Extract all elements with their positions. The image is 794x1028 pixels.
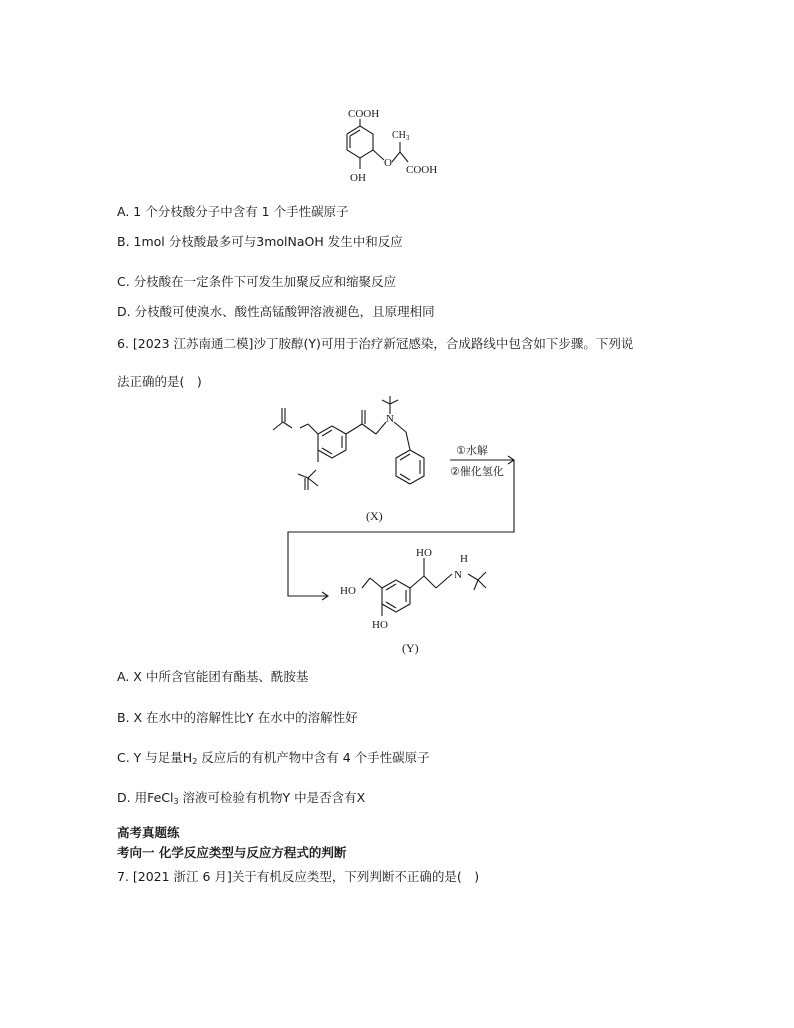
q6-option-d: D. 用FeCl$_3$ 溶液可检验有机物Y 中是否含有X (117, 790, 366, 806)
q5-option-a: A. 1 个分枝酸分子中含有 1 个手性碳原子 (117, 204, 349, 219)
q7-stem: 7. [2021 浙江 6 月]关于有机反应类型，下列判断不正确的是( ) (117, 869, 480, 884)
y-nh-n: N (454, 569, 462, 581)
step-hydrolysis: ①水解 (456, 444, 488, 457)
y-ch2oh: HO (340, 585, 356, 597)
y-oh-top: HO (416, 547, 432, 559)
chorismic-acid-structure (330, 104, 460, 196)
synthesis-scheme (260, 396, 540, 658)
q6-stem-line1: 6. [2023 江苏南通二模]沙丁胺醇(Y)可用于治疗新冠感染，合成路线中包含如下步骤。下列说 (117, 336, 634, 351)
q5-option-d: D. 分枝酸可使溴水、酸性高锰酸钾溶液褪色，且原理相同 (117, 304, 435, 319)
y-nh-h: H (460, 553, 468, 565)
q6-option-c: C. Y 与足量$H_2$ 反应后的有机产物中含有 4 个手性碳原子 (117, 750, 430, 766)
x-nitrogen: N (386, 413, 394, 425)
mol1-cooh-side: COOH (406, 164, 438, 176)
q5-option-c: C. 分枝酸在一定条件下可发生加聚反应和缩聚反应 (117, 274, 397, 289)
q5-option-b: B. 1mol 分枝酸最多可与3molNaOH 发生中和反应 (117, 234, 403, 249)
mol1-ether-o: O (384, 157, 392, 169)
y-phenol-oh: HO (372, 619, 388, 631)
q6-stem-line2: 法正确的是( ) (117, 374, 202, 389)
section-title: 高考真题练 (117, 825, 180, 840)
mol1-oh: OH (350, 172, 366, 184)
mol1-cooh-top: COOH (348, 108, 380, 120)
label-y: (Y) (402, 641, 419, 655)
step-hydrogenation: ②催化氢化 (450, 465, 504, 478)
section-subtitle: 考向一 化学反应类型与反应方程式的判断 (117, 845, 347, 860)
label-x: (X) (366, 509, 383, 523)
q6-option-a: A. X 中所含官能团有酯基、酰胺基 (117, 669, 309, 684)
q6-option-b: B. X 在水中的溶解性比Y 在水中的溶解性好 (117, 710, 358, 725)
mol1-ch3: $CH_3$ (392, 130, 410, 142)
